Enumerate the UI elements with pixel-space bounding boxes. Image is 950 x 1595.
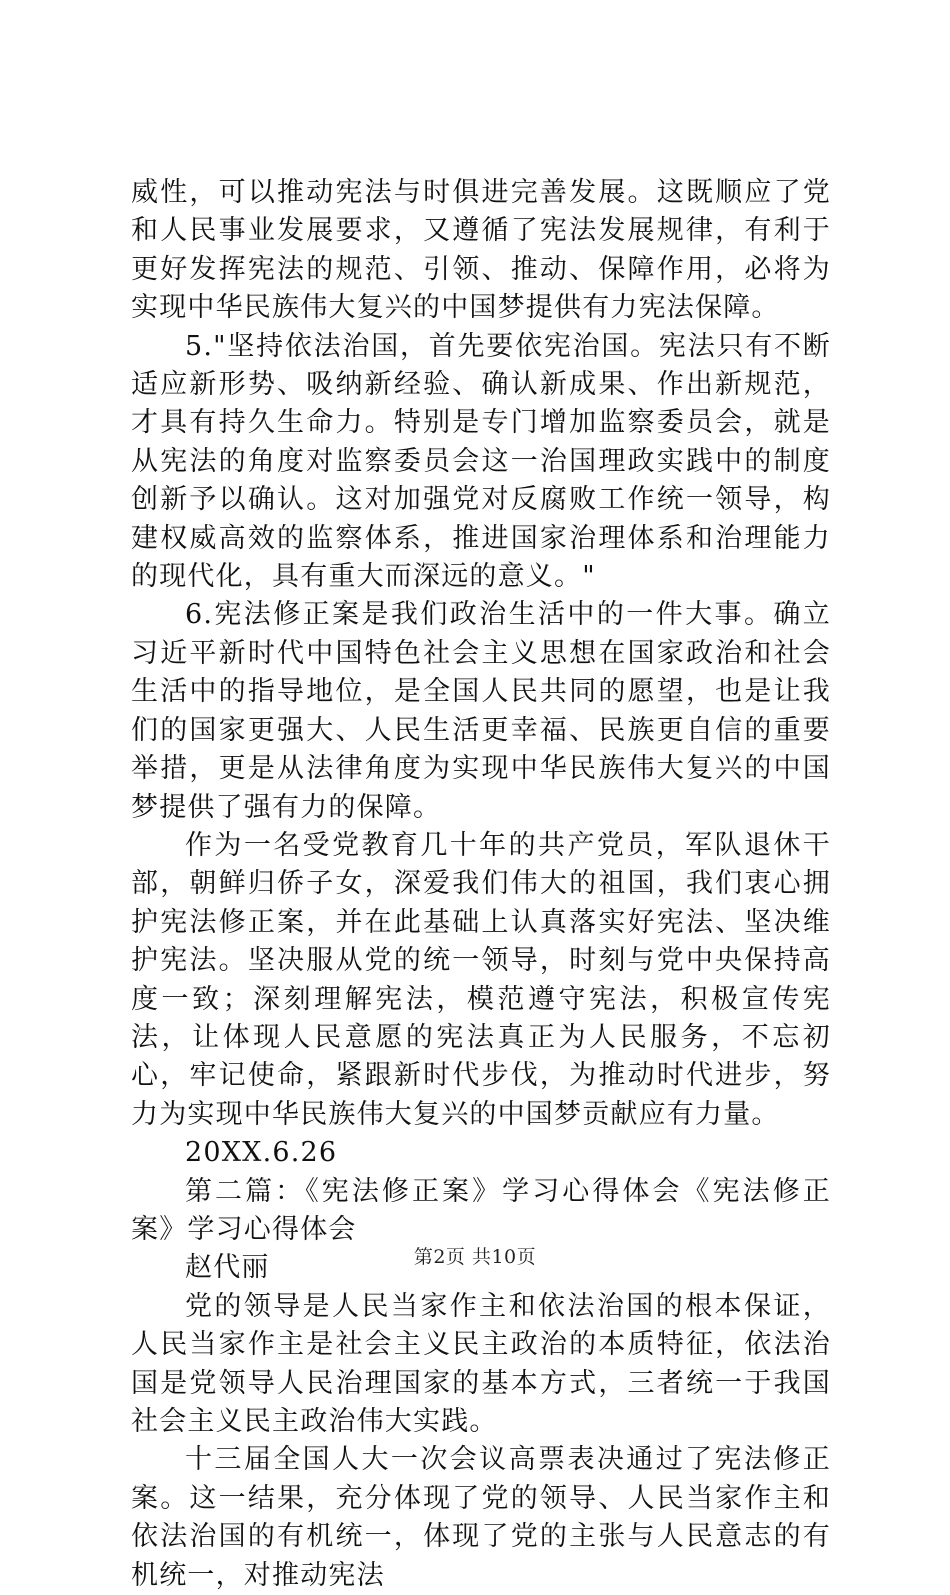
paragraph-item-6: 6.宪法修正案是我们政治生活中的一件大事。确立习近平新时代中国特色社会主义思想在国家政治和社会生活中的指导地位，是全国人民共同的愿望，也是让我们的国家更强大、人民生活更幸福、民族更自信的重要举措，更是从法律角度为实现中华民族伟大复兴的中国梦提供了强有力的保障。 [131, 599, 831, 823]
paragraph-body: 十三届全国人大一次会议高票表决通过了宪法修正案。这一结果，充分体现了党的领导、人民当家作主和依法治国的有机统一，体现了党的主张与人民意志的有机统一，对推动宪法 [131, 1444, 831, 1591]
section-heading: 第二篇：《宪法修正案》学习心得体会《宪法修正案》学习心得体会 [131, 1175, 831, 1245]
document-body [131, 174, 831, 1595]
document-date: 20XX.6.26 [185, 1137, 338, 1169]
paragraph-item-5: 5."坚持依法治国，首先要依宪治国。宪法只有不断适应新形势、吸纳新经验、确认新成果、作出新规范，才具有持久生命力。特别是专门增加监察委员会，就是从宪法的角度对监察委员会这一治国理政实践中的制度创新予以确认。这对加强党对反腐败工作统一领导，构建权威高效的监察体系，推进国家治理体系和治理能力的现代化，具有重大而深远的意义。" [131, 330, 831, 593]
paragraph-conclusion: 作为一名受党教育几十年的共产党员，军队退休干部，朝鲜归侨子女，深爱我们伟大的祖国，我们衷心拥护宪法修正案，并在此基础上认真落实好宪法、坚决维护宪法。坚决服从党的统一领导，时刻与党中央保持高度一致；深刻理解宪法，模范遵守宪法，积极宣传宪法，让体现人民意愿的宪法真正为人民服务，不忘初心，牢记使命，紧跟新时代步伐，为推动时代进步，努力为实现中华民族伟大复兴的中国梦贡献应有力量。 [131, 829, 831, 1130]
page-number-footer: 第2页 共10页 [413, 1246, 537, 1268]
author-name: 赵代丽 [185, 1252, 270, 1284]
paragraph-intro: 党的领导是人民当家作主和依法治国的根本保证，人民当家作主是社会主义民主政治的本质特征，依法治国是党领导人民治理国家的基本方式，三者统一于我国社会主义民主政治伟大实践。 [131, 1290, 831, 1437]
paragraph-continuation: 威性，可以推动宪法与时俱进完善发展。这既顺应了党和人民事业发展要求，又遵循了宪法发展规律，有利于更好发挥宪法的规范、引领、推动、保障作用，必将为实现中华民族伟大复兴的中国梦提供有力宪法保障。 [131, 177, 831, 324]
